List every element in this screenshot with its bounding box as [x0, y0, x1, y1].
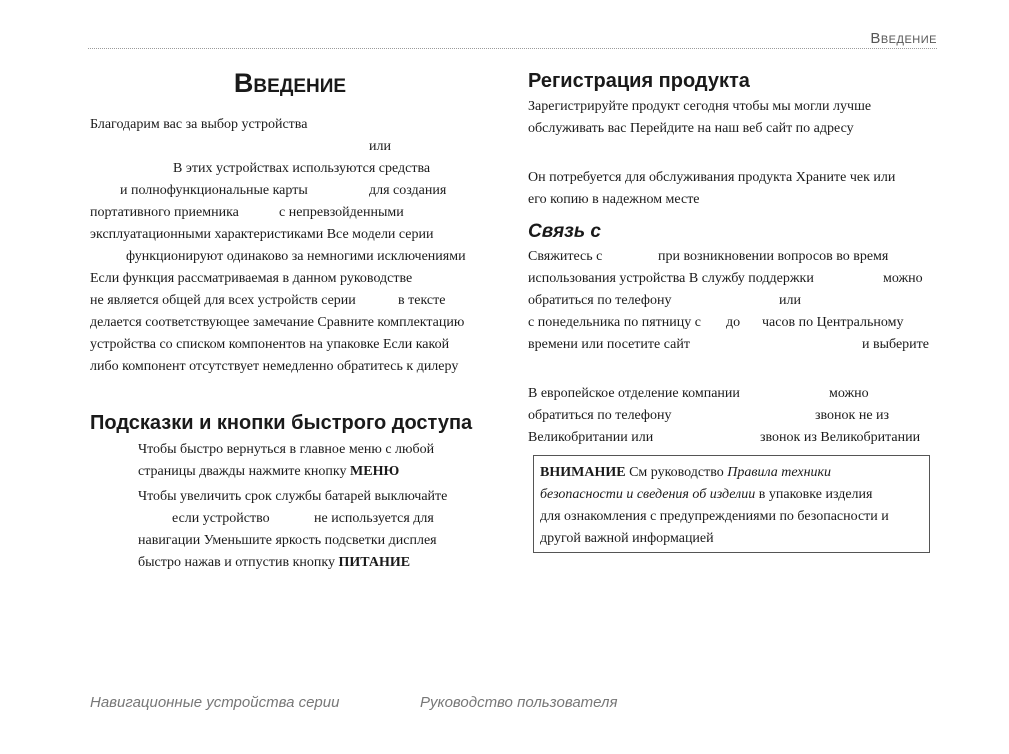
tip-line: Чтобы быстро вернуться в главное меню с любой: [138, 442, 435, 457]
contact-line: использования устройства В службу поддержки: [528, 271, 814, 286]
warning-line: [540, 462, 831, 484]
warning-text-part: См руководство: [625, 465, 728, 480]
contact-heading: Связь с: [528, 221, 601, 242]
tip-text: страницы дважды нажмите кнопку: [138, 464, 351, 479]
registration-line: Он потребуется для обслуживания продукта Храните чек или: [528, 170, 896, 185]
warning-line: другой важной информацией: [540, 531, 714, 546]
contact-line: звонок не из: [815, 408, 890, 423]
contact-line: и выберите: [862, 337, 929, 352]
contact-line: В европейское отделение компании: [528, 386, 740, 401]
contact-line: обратиться по телефону: [528, 293, 672, 308]
warning-text-part: в упаковке изделия: [755, 487, 873, 502]
intro-line: не является общей для всех устройств серии: [90, 293, 356, 308]
intro-line: делается соответствующее замечание Сравните комплектацию: [90, 315, 465, 330]
safety-guide-title: Правила техники: [727, 465, 832, 480]
intro-line: либо компонент отсутствует немедленно обратитесь к дилеру: [90, 359, 459, 374]
intro-line: портативного приемника: [90, 205, 239, 220]
contact-line: или: [779, 293, 801, 308]
contact-line: с понедельника по пятницу с: [528, 315, 701, 330]
registration-line: его копию в надежном месте: [528, 192, 700, 207]
warning-line: [540, 484, 872, 506]
footer-series: Навигационные устройства серии: [90, 694, 340, 711]
tip-text: быстро нажав и отпустив кнопку: [138, 555, 339, 570]
tip-line: [138, 461, 399, 483]
contact-line: до: [726, 315, 741, 330]
warning-label: ВНИМАНИЕ: [540, 465, 626, 480]
contact-line: часов по Центральному: [762, 315, 904, 330]
contact-line: времени или посетите сайт: [528, 337, 690, 352]
safety-guide-title: безопасности и сведения об изделии: [540, 487, 756, 502]
contact-line: при возникновении вопросов во время: [658, 249, 889, 264]
registration-line: Зарегистрируйте продукт сегодня чтобы мы могли лучше: [528, 99, 872, 114]
intro-line: устройства со списком компонентов на упаковке Если какой: [90, 337, 450, 352]
intro-line: или: [369, 139, 391, 154]
intro-line: в тексте: [398, 293, 446, 308]
footer-manual: Руководство пользователя: [420, 694, 618, 711]
contact-line: Свяжитесь с: [528, 249, 603, 264]
intro-line: для создания: [369, 183, 447, 198]
page-title: Введение: [233, 68, 347, 98]
power-key-label: ПИТАНИЕ: [338, 555, 411, 570]
intro-line: и полнофункциональные карты: [120, 183, 308, 198]
registration-line: обслуживать вас Перейдите на наш веб сайт по адресу: [528, 121, 854, 136]
warning-line: для ознакомления с предупреждениями по безопасности и: [540, 509, 889, 524]
intro-line: В этих устройствах используются средства: [173, 161, 431, 176]
tip-line: навигации Уменьшите яркость подсветки дисплея: [138, 533, 437, 548]
contact-line: можно: [829, 386, 869, 401]
tips-heading: Подсказки и кнопки быстрого доступа: [90, 412, 473, 434]
intro-line: с непревзойденными: [279, 205, 404, 220]
tip-line: не используется для: [314, 511, 434, 526]
intro-line: эксплуатационными характеристиками Все модели серии: [90, 227, 434, 242]
contact-line: обратиться по телефону: [528, 408, 672, 423]
intro-line: Если функция рассматриваемая в данном руководстве: [90, 271, 413, 286]
header-rule: [88, 48, 937, 49]
registration-heading: Регистрация продукта: [528, 70, 750, 92]
tip-line: Чтобы увеличить срок службы батарей выключайте: [138, 489, 448, 504]
tip-line: [138, 552, 410, 574]
intro-line: Благодарим вас за выбор устройства: [90, 117, 308, 132]
intro-line: функционируют одинаково за немногими исключениями: [126, 249, 466, 264]
contact-line: звонок из Великобритании: [760, 430, 921, 445]
running-header: Введение: [870, 30, 937, 47]
contact-line: можно: [883, 271, 923, 286]
tip-line: если устройство: [172, 511, 270, 526]
contact-line: Великобритании или: [528, 430, 654, 445]
menu-key-label: МЕНЮ: [350, 464, 400, 479]
